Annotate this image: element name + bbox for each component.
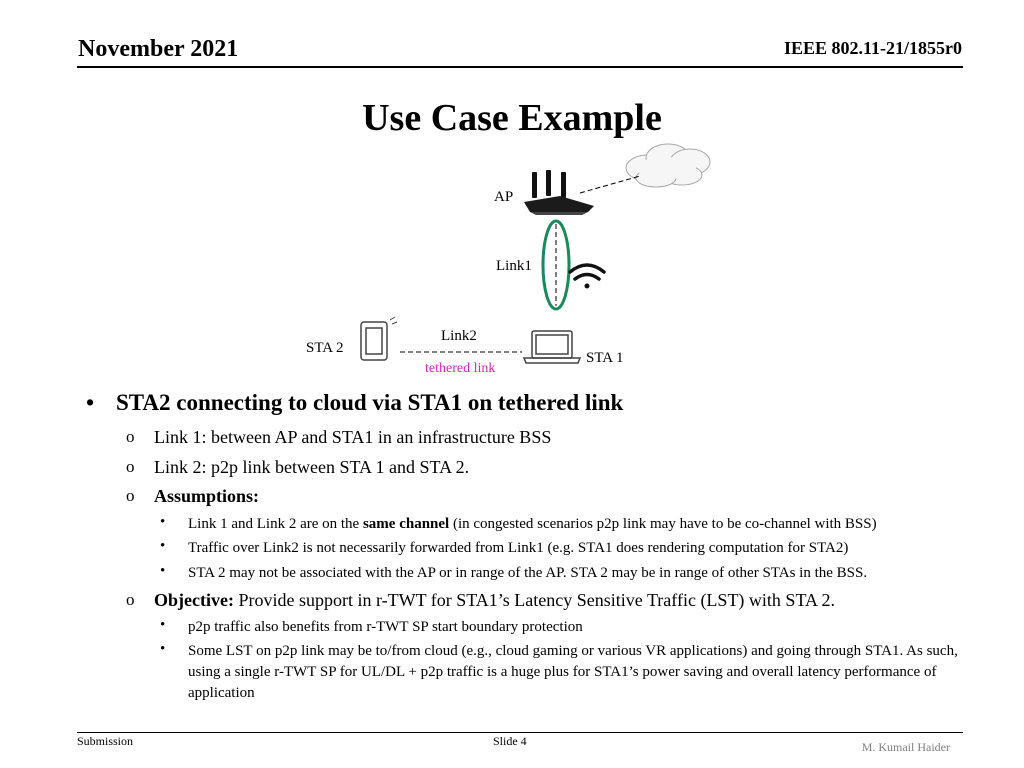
sta2-label: STA 2 [306, 340, 344, 356]
wifi-icon [570, 265, 604, 289]
header-date: November 2021 [78, 36, 239, 62]
sta1-label: STA 1 [586, 350, 624, 366]
circle-bullet-icon: o [126, 427, 135, 446]
ap-cloud-link-line [580, 176, 640, 193]
bullet-dot-icon: • [160, 617, 166, 633]
laptop-icon [524, 331, 580, 363]
header-doc-id: IEEE 802.11-21/1855r0 [783, 38, 962, 58]
link1-label: Link1 [496, 258, 532, 274]
bullet-dot-icon: • [86, 390, 95, 415]
circle-bullet-icon: o [126, 486, 135, 505]
cloud-icon [626, 144, 710, 187]
footer-author: M. Kumail Haider [861, 740, 950, 754]
bullet-dot-icon: • [160, 538, 166, 554]
bullet-dot-icon: • [160, 563, 166, 579]
footer-divider [77, 732, 963, 733]
link2-label: Link2 [441, 328, 477, 344]
tablet-icon [361, 317, 397, 360]
ap-label: AP [494, 189, 514, 205]
footer-submission: Submission [77, 734, 134, 748]
footer-slide-number: Slide 4 [493, 734, 527, 748]
circle-bullet-icon: o [126, 457, 135, 476]
bullet-dot-icon: • [160, 514, 166, 530]
bullet-dot-icon: • [160, 641, 166, 657]
tethered-link-label: tethered link [425, 361, 496, 376]
slide-title: Use Case Example [362, 97, 662, 139]
circle-bullet-icon: o [126, 590, 135, 609]
